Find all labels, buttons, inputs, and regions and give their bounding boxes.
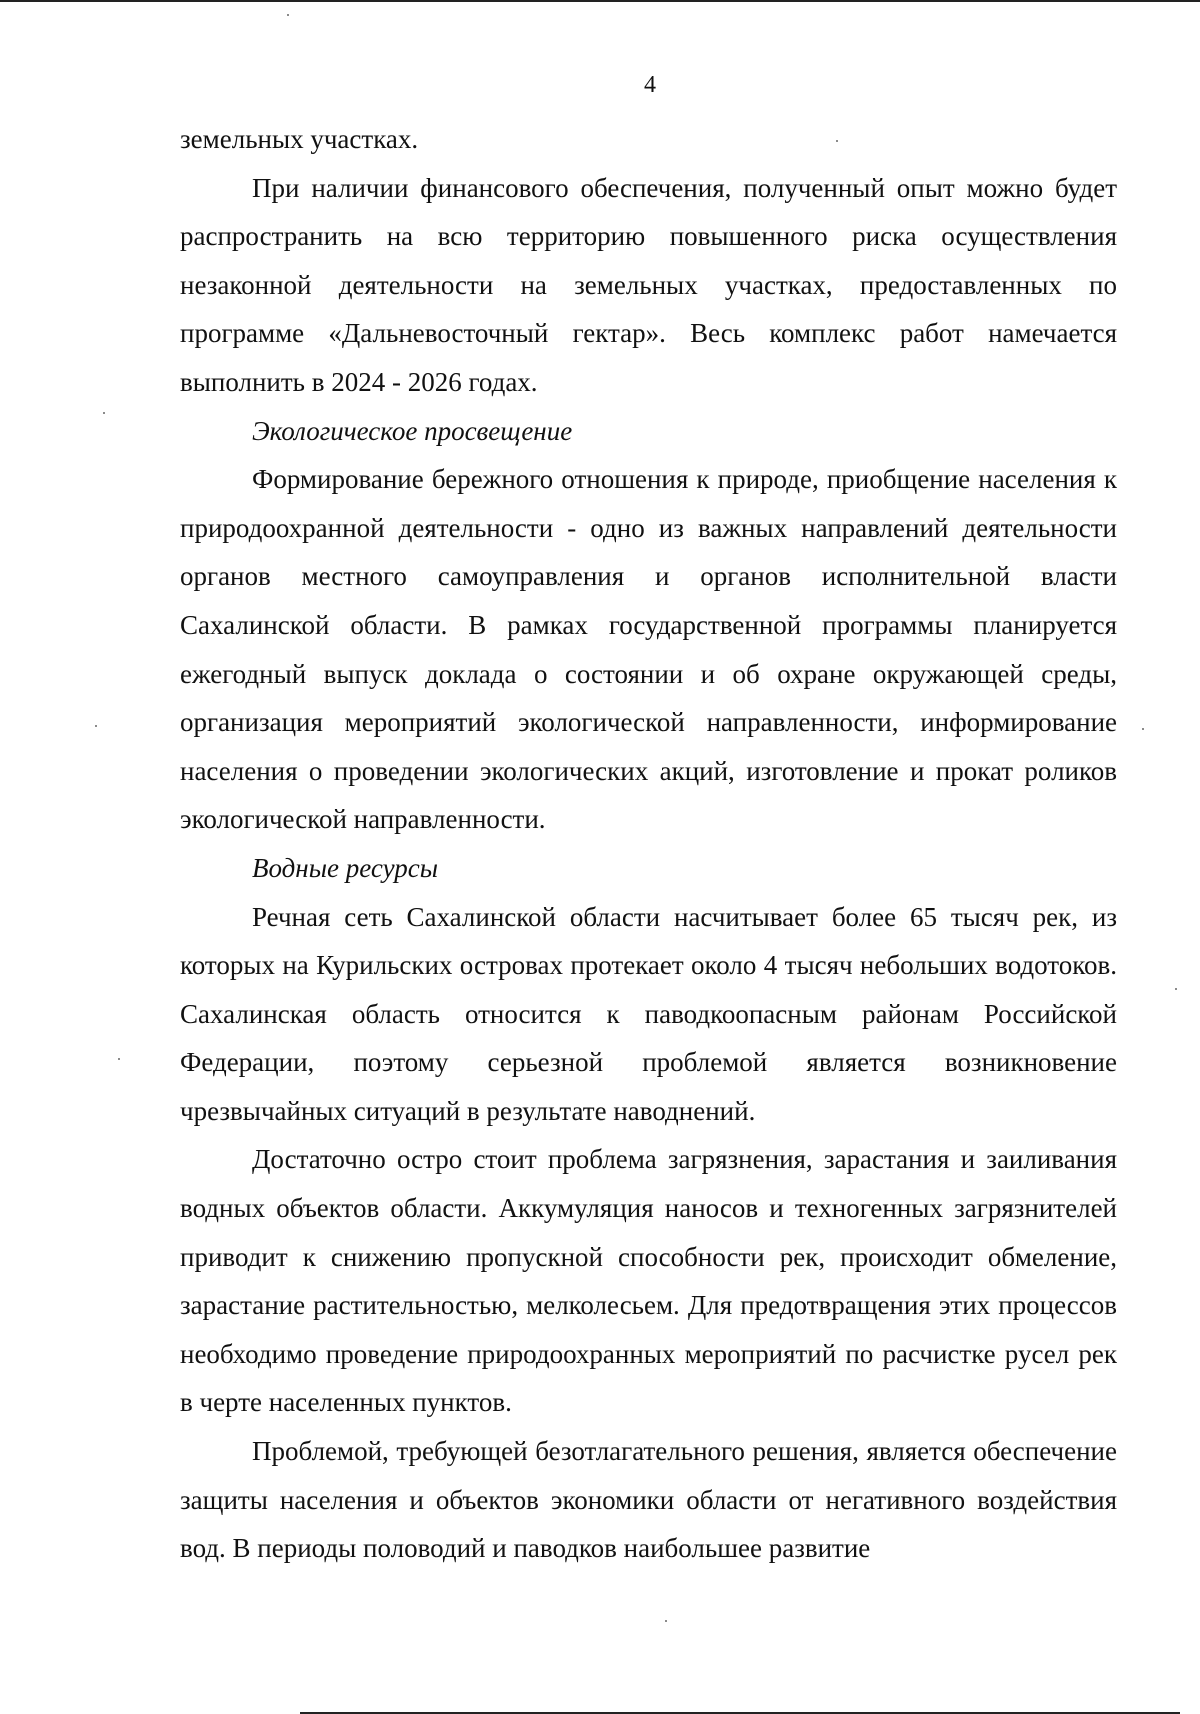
scan-speck — [665, 1620, 667, 1622]
scan-speck — [1142, 728, 1144, 730]
document-body — [180, 115, 1117, 1573]
paragraph-rivers: Речная сеть Сахалинской области насчитывает более 65 тысяч рек, из которых на Курильских островах протекает около 4 тысяч небольших водотоков. Сахалинская область относится к паводкоопасным районам Российской Федерации, поэтому серьезной проблемой является возникновение чрезвычайных ситуаций в результате наводнений. — [180, 901, 1117, 1126]
continuation-text: земельных участках. — [180, 124, 419, 154]
paragraph-protection: Проблемой, требующей безотлагательного решения, является обеспечение защиты населения и объектов экономики области от негативного воздействия вод. В периоды половодий и паводков наибольшее развитие — [180, 1436, 1117, 1564]
top-edge-line — [0, 0, 1200, 2]
paragraph-ecology: Формирование бережного отношения к природе, приобщение населения к природоохранной деятельности - одно из важных направлений деятельности органов местного самоуправления и органов исполнительной власти Сахалинской области. В рамках государственной программы планируется ежегодный выпуск доклада о состоянии и об охране окружающей среды, организация мероприятий экологической направленности, информирование населения о проведении экологических акций, изготовление и прокат роликов экологической направленности. — [180, 464, 1117, 835]
section-heading-ecology: Экологическое просвещение — [252, 415, 573, 446]
scan-speck — [287, 14, 289, 16]
section-heading-water: Водные ресурсы — [252, 852, 439, 883]
scan-speck — [1175, 988, 1177, 990]
paragraph-pollution: Достаточно остро стоит проблема загрязнения, зарастания и заиливания водных объектов области. Аккумуляция наносов и техногенных загрязнителей приводит к снижению пропускной способности рек, происходит обмеление, зарастание растительностью, мелколесьем. Для предотвращения этих процессов необходимо проведение природоохранных мероприятий по расчистке русел рек в черте населенных пунктов. — [180, 1144, 1117, 1418]
page-number: 4 — [644, 72, 656, 98]
scan-speck — [103, 412, 105, 414]
scan-speck — [118, 1058, 120, 1060]
scan-speck — [95, 725, 97, 727]
paragraph-experience: При наличии финансового обеспечения, полученный опыт можно будет распространить на всю территорию повышенного риска осуществления незаконной деятельности на земельных участках, предоставленных по программе «Дальневосточный гектар». Весь комплекс работ намечается выполнить в 2024 - 2026 годах. — [180, 172, 1117, 397]
scan-speck — [836, 140, 838, 142]
